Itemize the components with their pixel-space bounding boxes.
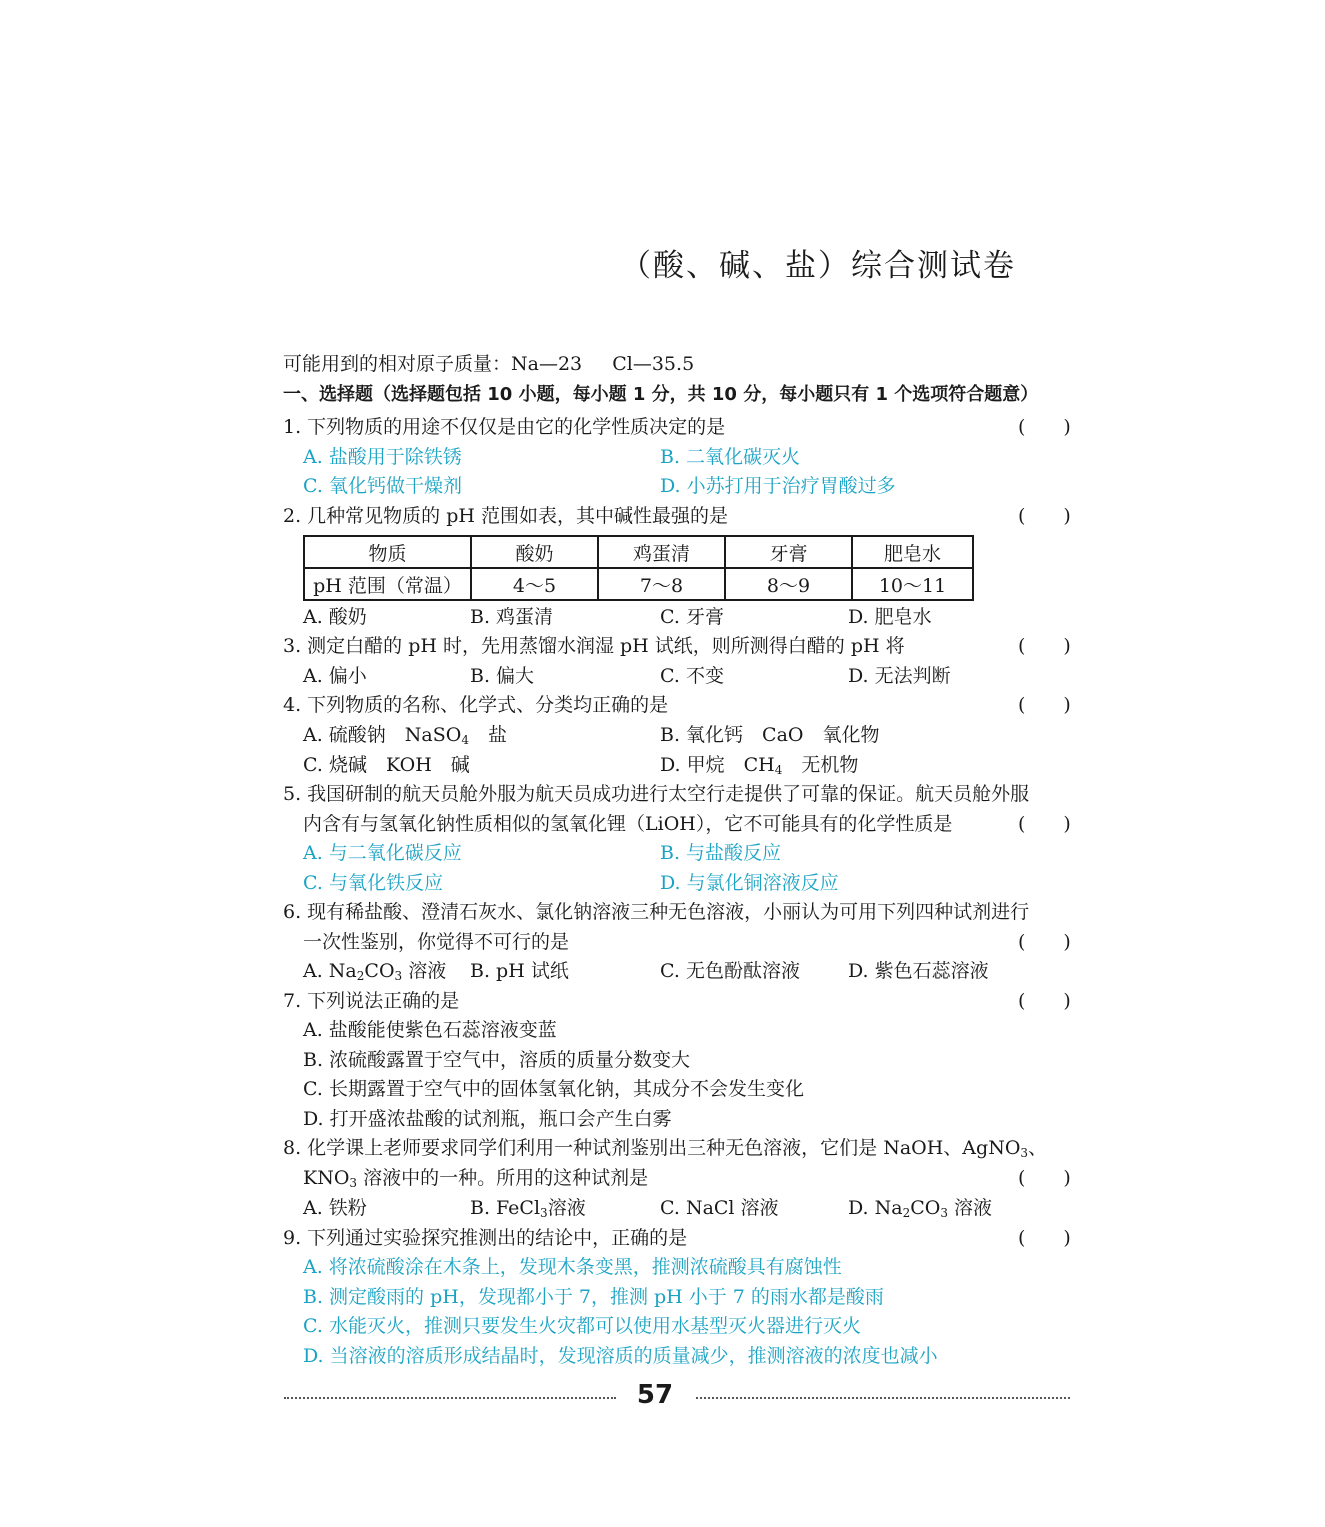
question-3-stem: 3. 测定白醋的 pH 时，先用蒸馏水润湿 pH 试纸，则所测得白醋的 pH 将 [283,635,905,657]
stem-text: 、 [1028,1137,1048,1159]
q5-option-b: B. 与盐酸反应 [660,842,782,864]
q9-option-c: C. 水能灭火，推测只要发生火灾都可以使用水基型灭火器进行灭火 [303,1315,861,1337]
q5-option-d: D. 与氯化铜溶液反应 [660,872,839,894]
page-number: 57 [636,1380,674,1410]
option-text: A. 硫酸钠 NaSO [303,724,462,746]
question-6-stem-line-1: 6. 现有稀盐酸、澄清石灰水、氯化钠溶液三种无色溶液，小丽认为可用下列四种试剂进行 [283,901,1030,923]
table-cell: 酸奶 [471,536,598,568]
question-9-stem: 9. 下列通过实验探究推测出的结论中，正确的是 [283,1227,688,1249]
option-text: 溶液 [547,1197,586,1219]
subscript: 4 [461,733,469,747]
q2-option-c: C. 牙膏 [660,606,724,628]
question-1-stem: 1. 下列物质的用途不仅仅是由它的化学性质决定的是 [283,416,726,438]
subscript: 3 [394,969,403,983]
table-cell: 8～9 [725,568,852,600]
q7-option-d: D. 打开盛浓盐酸的试剂瓶，瓶口会产生白雾 [303,1108,672,1130]
q4-option-d [660,751,858,779]
subscript: 2 [356,969,365,983]
question-5-stem-line-1: 5. 我国研制的航天员舱外服为航天员成功进行太空行走提供了可靠的保证。航天员舱外服 [283,783,1030,805]
q6-option-c: C. 无色酚酞溶液 [660,960,800,982]
table-header-row [304,536,973,568]
q8-option-a: A. 铁粉 [303,1197,367,1219]
answer-paren: ( ) [1018,505,1071,527]
q9-option-d: D. 当溶液的溶质形成结晶时，发现溶质的质量减少，推测溶液的浓度也减小 [303,1345,938,1367]
atomic-mass-cl: Cl—35.5 [612,353,695,375]
page-title: （酸、碱、盐）综合测试卷 [620,248,1016,284]
q9-option-a: A. 将浓硫酸涂在木条上，发现木条变黑，推测浓硫酸具有腐蚀性 [303,1256,842,1278]
section-header: 一、选择题（选择题包括 10 小题，每小题 1 分，共 10 分，每小题只有 1 个选项符合题意） [283,384,1039,405]
table-cell: 肥皂水 [852,536,973,568]
option-text: D. 甲烷 CH [660,754,775,776]
answer-paren: ( ) [1018,931,1071,953]
question-8-stem-line-2 [303,1164,648,1192]
footer-divider-right [696,1397,1070,1399]
stem-text: 溶液中的一种。所用的这种试剂是 [357,1167,649,1189]
answer-paren: ( ) [1018,990,1071,1012]
q3-option-b: B. 偏大 [470,665,535,687]
answer-paren: ( ) [1018,1167,1071,1189]
q3-option-a: A. 偏小 [303,665,367,687]
option-text: 溶液 [948,1197,993,1219]
q7-option-c: C. 长期露置于空气中的固体氢氧化钠，其成分不会发生变化 [303,1078,804,1100]
footer-divider-left [284,1397,616,1399]
option-text: 盐 [469,724,508,746]
question-6-stem-line-2: 一次性鉴别，你觉得不可行的是 [303,931,570,953]
stem-text: 8. 化学课上老师要求同学们利用一种试剂鉴别出三种无色溶液，它们是 NaOH、AgNO [283,1137,1021,1159]
q1-option-d: D. 小苏打用于治疗胃酸过多 [660,475,896,497]
q3-option-c: C. 不变 [660,665,724,687]
atomic-mass-na: 可能用到的相对原子质量：Na—23 [283,353,583,375]
q3-option-d: D. 无法判断 [848,665,951,687]
option-text: CO [364,960,395,982]
question-5-stem-line-2: 内含有与氢氧化钠性质相似的氢氧化锂（LiOH），它不可能具有的化学性质是 [303,813,953,835]
answer-paren: ( ) [1018,813,1071,835]
q7-option-b: B. 浓硫酸露置于空气中，溶质的质量分数变大 [303,1049,691,1071]
q1-option-b: B. 二氧化碳灭火 [660,446,801,468]
subscript: 3 [940,1206,948,1220]
option-text: A. Na [303,960,357,982]
question-2-stem: 2. 几种常见物质的 pH 范围如表，其中碱性最强的是 [283,505,728,527]
stem-text: KNO [303,1167,350,1189]
subscript: 3 [349,1176,358,1190]
q1-option-a: A. 盐酸用于除铁锈 [303,446,462,468]
q7-option-a: A. 盐酸能使紫色石蕊溶液变蓝 [303,1019,557,1041]
q6-option-d: D. 紫色石蕊溶液 [848,960,989,982]
option-text: CO [910,1197,941,1219]
answer-paren: ( ) [1018,1227,1071,1249]
q4-option-b: B. 氧化钙 CaO 氧化物 [660,724,880,746]
table-cell: 10～11 [852,568,973,600]
q6-option-b: B. pH 试纸 [470,960,569,982]
q6-option-a [303,957,446,985]
option-text: 溶液 [402,960,447,982]
q9-option-b: B. 测定酸雨的 pH，发现都小于 7，推测 pH 小于 7 的雨水都是酸雨 [303,1286,884,1308]
option-text: 无机物 [782,754,859,776]
table-cell: 物质 [304,536,471,568]
q2-option-b: B. 鸡蛋清 [470,606,554,628]
table-cell: 7～8 [598,568,725,600]
q2-option-a: A. 酸奶 [303,606,367,628]
answer-paren: ( ) [1018,416,1071,438]
q2-option-d: D. 肥皂水 [848,606,932,628]
question-4-stem: 4. 下列物质的名称、化学式、分类均正确的是 [283,694,669,716]
q8-option-b [470,1194,586,1222]
option-text: B. FeCl [470,1197,541,1219]
table-row [304,568,973,600]
question-8-stem-line-1 [283,1134,1047,1162]
ph-table [303,535,974,601]
answer-paren: ( ) [1018,635,1071,657]
q5-option-c: C. 与氧化铁反应 [303,872,443,894]
q4-option-a [303,721,507,749]
subscript: 3 [540,1206,548,1220]
q5-option-a: A. 与二氧化碳反应 [303,842,462,864]
q1-option-c: C. 氧化钙做干燥剂 [303,475,462,497]
q4-option-c: C. 烧碱 KOH 碱 [303,754,470,776]
subscript: 4 [774,763,783,777]
question-7-stem: 7. 下列说法正确的是 [283,990,460,1012]
atomic-mass-line [283,350,694,378]
q8-option-c: C. NaCl 溶液 [660,1197,779,1219]
table-cell: 4～5 [471,568,598,600]
table-cell: pH 范围（常温） [304,568,471,600]
subscript: 3 [1020,1146,1029,1160]
table-cell: 牙膏 [725,536,852,568]
q8-option-d [848,1194,992,1222]
table-cell: 鸡蛋清 [598,536,725,568]
option-text: D. Na [848,1197,903,1219]
answer-paren: ( ) [1018,694,1071,716]
subscript: 2 [902,1206,911,1220]
